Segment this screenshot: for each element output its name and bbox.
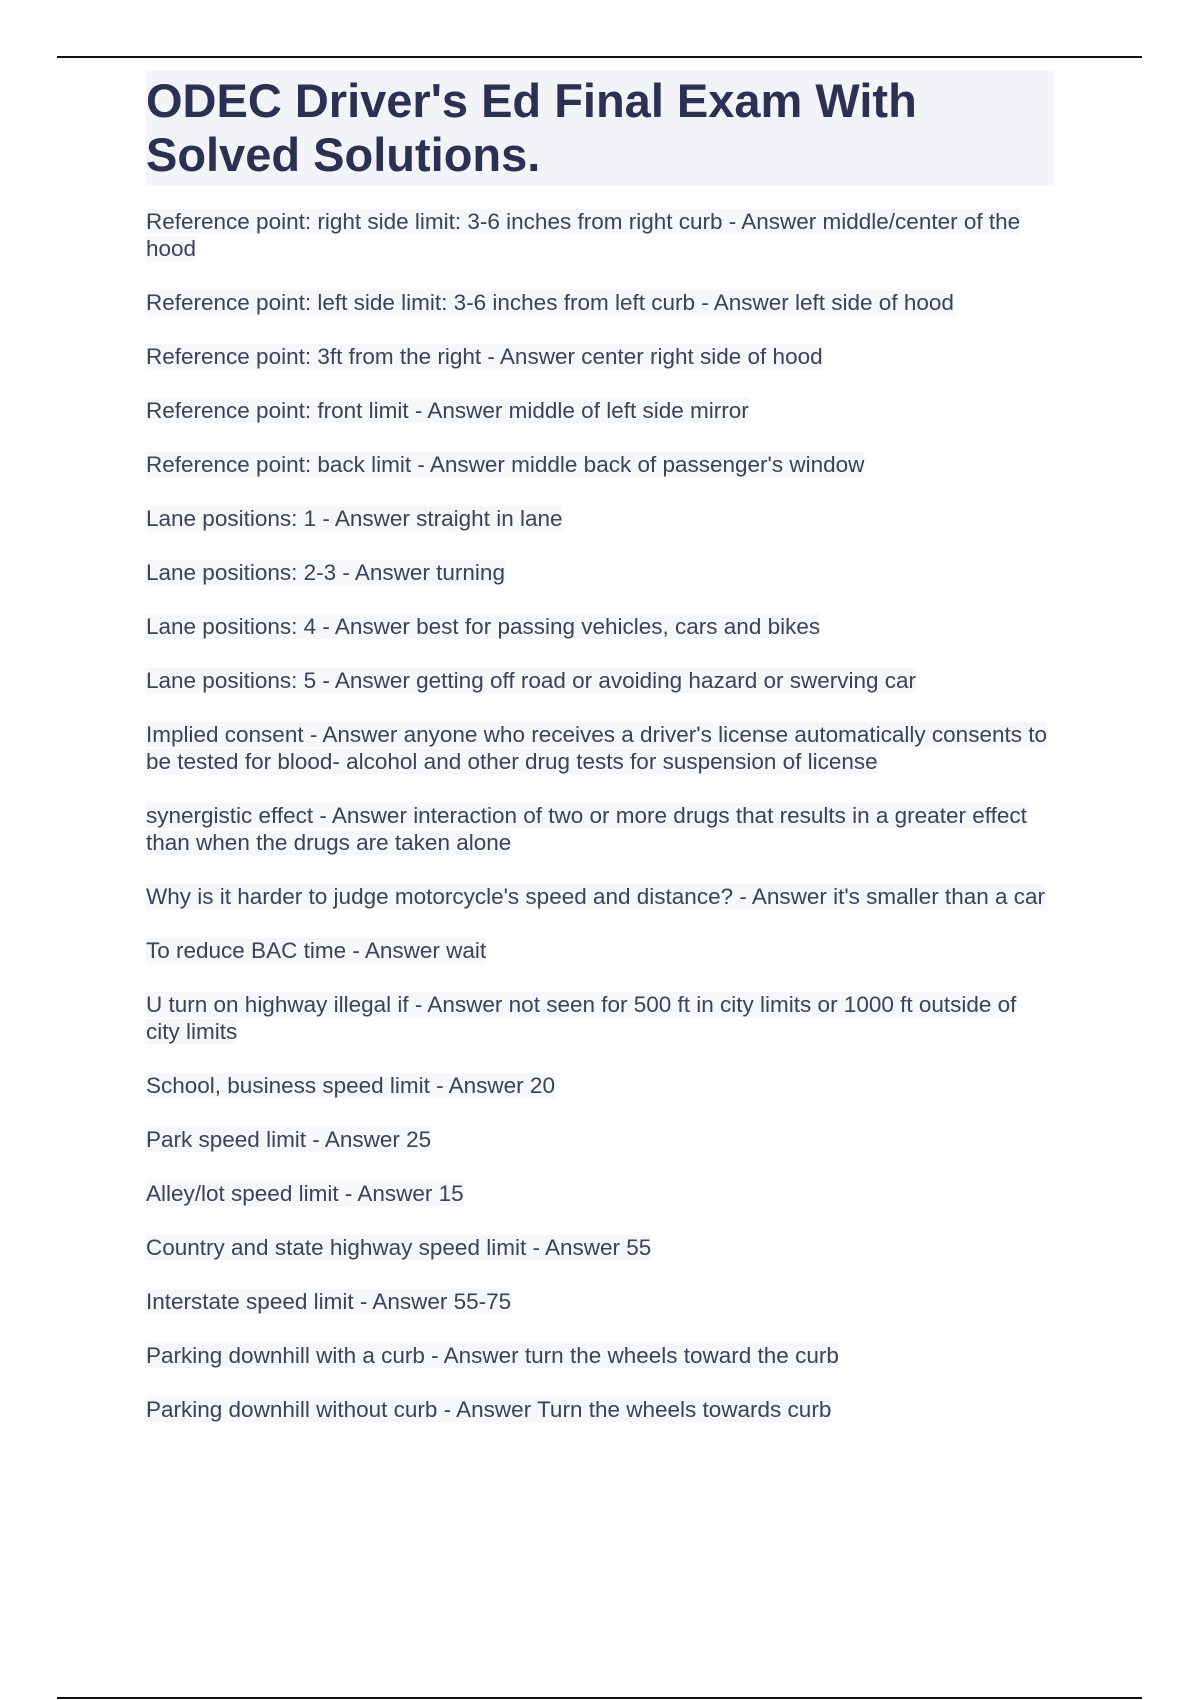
qa-item (146, 397, 1054, 424)
title-block (146, 70, 1054, 186)
qa-text: Lane positions: 5 - Answer getting off road or avoiding hazard or swerving car (146, 668, 917, 693)
qa-text: Reference point: back limit - Answer middle back of passenger's window (146, 452, 865, 477)
document-content (146, 70, 1054, 1450)
qa-item (146, 559, 1054, 586)
qa-item (146, 1342, 1054, 1369)
qa-text: Interstate speed limit - Answer 55-75 (146, 1289, 512, 1314)
qa-item (146, 1288, 1054, 1315)
qa-text: Parking downhill with a curb - Answer turn the wheels toward the curb (146, 1343, 839, 1368)
qa-item (146, 613, 1054, 640)
qa-text: Parking downhill without curb - Answer Turn the wheels towards curb (146, 1397, 832, 1422)
qa-item (146, 1180, 1054, 1207)
qa-text: Implied consent - Answer anyone who receives a driver's license automatically consents to be tested for blood- alcohol and other drug tests for suspension of license (146, 722, 1047, 774)
qa-item (146, 991, 1054, 1045)
qa-item (146, 1234, 1054, 1261)
qa-item (146, 937, 1054, 964)
qa-item (146, 289, 1054, 316)
document-title: ODEC Driver's Ed Final Exam With Solved Solutions. (146, 74, 917, 181)
qa-item (146, 883, 1054, 910)
top-rule (57, 56, 1142, 58)
qa-text: To reduce BAC time - Answer wait (146, 938, 487, 963)
qa-text: School, business speed limit - Answer 20 (146, 1073, 555, 1098)
qa-item (146, 1396, 1054, 1423)
qa-item (146, 343, 1054, 370)
qa-item (146, 451, 1054, 478)
qa-item (146, 505, 1054, 532)
qa-text: Lane positions: 2-3 - Answer turning (146, 560, 505, 585)
bottom-rule (57, 1697, 1142, 1699)
qa-item (146, 802, 1054, 856)
qa-text: Alley/lot speed limit - Answer 15 (146, 1181, 464, 1206)
qa-item (146, 208, 1054, 262)
qa-text: Lane positions: 4 - Answer best for passing vehicles, cars and bikes (146, 614, 821, 639)
qa-text: Reference point: front limit - Answer middle of left side mirror (146, 398, 749, 423)
qa-text: Reference point: 3ft from the right - Answer center right side of hood (146, 344, 823, 369)
qa-text: Lane positions: 1 - Answer straight in lane (146, 506, 563, 531)
qa-text: synergistic effect - Answer interaction of two or more drugs that results in a greater effect than when the drugs are taken alone (146, 803, 1027, 855)
qa-text: Reference point: right side limit: 3-6 inches from right curb - Answer middle/center of the hood (146, 209, 1021, 261)
qa-text: U turn on highway illegal if - Answer not seen for 500 ft in city limits or 1000 ft outside of city limits (146, 992, 1017, 1044)
qa-text: Reference point: left side limit: 3-6 inches from left curb - Answer left side of hood (146, 290, 954, 315)
qa-item (146, 1126, 1054, 1153)
qa-item (146, 667, 1054, 694)
qa-text: Park speed limit - Answer 25 (146, 1127, 432, 1152)
qa-item (146, 1072, 1054, 1099)
qa-item (146, 721, 1054, 775)
qa-list (146, 208, 1054, 1423)
qa-text: Country and state highway speed limit - Answer 55 (146, 1235, 652, 1260)
qa-text: Why is it harder to judge motorcycle's speed and distance? - Answer it's smaller than a car (146, 884, 1046, 909)
